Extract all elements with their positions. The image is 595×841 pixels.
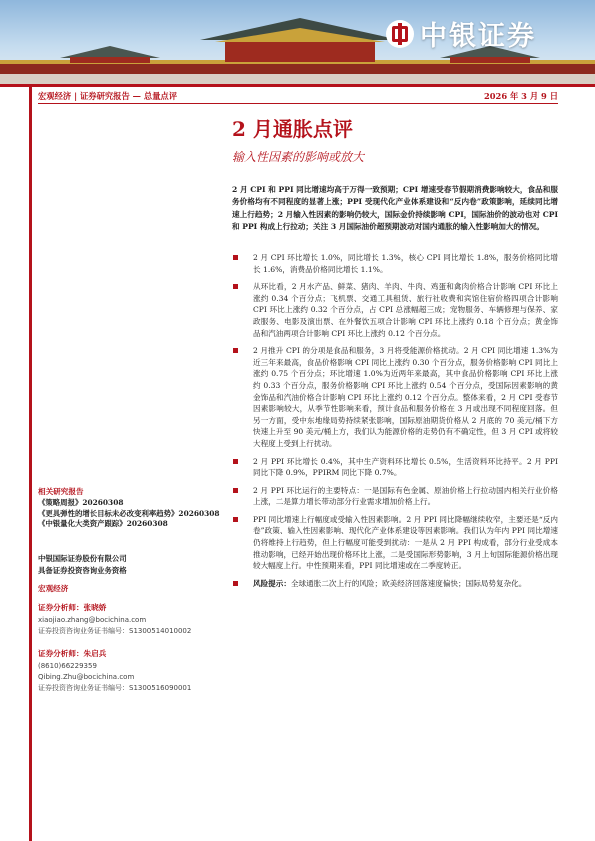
bullet-point <box>232 514 558 572</box>
bullet-point <box>232 281 558 339</box>
risk-text: 全球通胀二次上行的风险；欧美经济回落速度偏快；国际局势复杂化。 <box>290 578 527 588</box>
boc-logo-icon <box>386 20 414 48</box>
bullet-square-icon <box>233 581 238 586</box>
related-reports-list <box>38 498 228 530</box>
related-report-link[interactable]: 《策略周报》20260308 <box>38 498 124 507</box>
bullet-square-icon <box>233 488 238 493</box>
risk-warning <box>232 578 558 590</box>
bullet-point <box>232 456 558 479</box>
related-report-link[interactable]: 《中银量化大类资产跟踪》20260308 <box>38 519 168 529</box>
analyst-name: 证券分析师：朱启兵 <box>38 649 107 658</box>
bullet-point <box>232 252 558 275</box>
analyst-phone: (8610)66229359 <box>38 662 97 670</box>
bullet-point <box>232 345 558 449</box>
bullet-text: 2 月 PPI 环比增长 0.4%，其中生产资料环比增长 0.5%，生活资料环比持平。2 月 PPI 同比下降 0.9%，PPIRM 同比下降 0.7%。 <box>253 456 558 478</box>
analyst-name: 证券分析师：张晓娇 <box>38 603 107 612</box>
report-date: 2026 年 3 月 9 日 <box>484 91 558 101</box>
bullet-square-icon <box>233 348 238 353</box>
bullet-text: 2 月 CPI 环比增长 1.0%，同比增长 1.3%，核心 CPI 同比增长 1.8%，服务价格同比增长 1.6%，消费品价格同比增长 1.1%。 <box>253 253 558 274</box>
header-banner <box>0 0 595 84</box>
bullet-square-icon <box>233 255 238 260</box>
risk-label: 风险提示： <box>253 578 291 588</box>
report-category: 宏观经济 | 证券研究报告 — 总量点评 <box>38 91 178 101</box>
bullet-text: 2 月推升 CPI 的分项是食品和服务，3 月将受能源价格扰动。2 月 CPI 同比增速 1.3%为近三年来最高，食品价格影响 CPI 同比上涨约 0.30 个百分点，服务价格影响 CPI 同比上涨约 0.75 个百分点；环比增速 1.0%为近两年来最高，其中食品价格影响 CPI 环比上涨约 0.33 个百分点，服务价格影响 CPI 环比上涨约 0.54 个百分点，受国际因素影响的黄金饰品和汽油价格合计影响 CPI 环比上涨约 0.12 个百分点。整体来看，2 月 CPI 受春节因素影响较大，从季节性影响来看，预计食品和服务价格在 3 月或出现不同程度回落。但另一方面，受中东地缘局势持续紧张影响，国际原油期货价格从 2 月底的 70 美元/桶下方快速上升至 90 美元/桶上方，我们认为能源价格的走势仍有不确定性，但 3 月 CPI 或将较大程度上受到上行扰动。 <box>253 346 558 448</box>
analyst-2 <box>38 648 228 694</box>
brand-name: 中银证券 <box>420 21 536 52</box>
report-subtitle: 输入性因素的影响或放大 <box>232 150 365 164</box>
related-reports-title: 相关研究报告 <box>38 487 84 496</box>
analyst-cert: 证券投资咨询业务证书编号：S1300516090001 <box>38 684 192 692</box>
meta-divider <box>38 103 558 104</box>
org-qualification: 具备证券投资咨询业务资格 <box>38 566 127 575</box>
brand <box>386 14 536 53</box>
analyst-1 <box>38 602 228 637</box>
bullet-text: 从环比看，2 月水产品、鲜菜、猪肉、羊肉、牛肉、鸡蛋和禽肉价格合计影响 CPI 环比上涨约 0.34 个百分点；飞机票、交通工具租赁、旅行社收费和宾馆住宿价格四项合计影响 CPI 环比上涨约 0.32 个百分点，占 CPI 总涨幅超三成；宠物服务、车辆修理与保养、家政服务、电影及演出票、在外餐饮五项合计影响 CPI 环比上涨约 0.18 个百分点；黄金饰品和汽油两项合计影响 CPI 环比上涨约 0.12 个百分点。 <box>253 282 558 338</box>
header-rule <box>0 84 595 87</box>
bullet-square-icon <box>233 517 238 522</box>
analyst-email[interactable]: Qibing.Zhu@bocichina.com <box>38 673 135 681</box>
key-points <box>232 252 558 595</box>
report-title: 2 月通胀点评 <box>232 117 353 141</box>
related-report-link[interactable]: 《更具弹性的增长目标未必改变利率趋势》20260308 <box>38 508 220 518</box>
organization-info <box>38 553 127 577</box>
summary-paragraph: 2 月 CPI 和 PPI 同比增速均高于万得一致预期；CPI 增速受春节假期消费影响较大，食品和服务价格均有不同程度的显著上涨；PPI 受现代化产业体系建设和“反内卷”政策影响，延续同比增速上行趋势；2 月输入性因素的影响仍较大，国际金价持续影响 CPI，国际油价的波动也对 CPI 和 PPI 构成上行拉动；关注 3 月国际油价超预期波动对国内通胀的输入性影响加大的情况。 <box>232 185 558 232</box>
section-label: 宏观经济 <box>38 584 69 593</box>
left-margin-rule <box>29 84 32 841</box>
bullet-square-icon <box>233 459 238 464</box>
analyst-cert: 证券投资咨询业务证书编号：S1300514010002 <box>38 627 192 635</box>
bullet-text: PPI 同比增速上行幅度或受输入性因素影响。2 月 PPI 同比降幅继续收窄，主要还是“反内卷”政策、输入性因素影响、现代化产业体系建设等因素影响。我们认为年内 PPI 同比增速仍将维持上行趋势，但上行幅度可能受到扰动：一是从 2 月 PPI 构成看，部分行业受成本推动影响，已经开始出现价格环比上涨，二是受国际形势影响，3 月上旬国际能源价格出现较大幅度上行。中性预期来看，PPI 同比增速或在二季度转正。 <box>253 514 558 571</box>
bullet-point <box>232 485 558 508</box>
analyst-email[interactable]: xiaojiao.zhang@bocichina.com <box>38 616 147 624</box>
org-name: 中银国际证券股份有限公司 <box>38 554 127 563</box>
bullet-square-icon <box>233 284 238 289</box>
bullet-text: 2 月 PPI 环比运行的主要特点：一是国际有色金属、原油价格上行拉动国内相关行业价格上涨，二是算力增长带动部分行业需求增加价格上行。 <box>253 485 558 507</box>
